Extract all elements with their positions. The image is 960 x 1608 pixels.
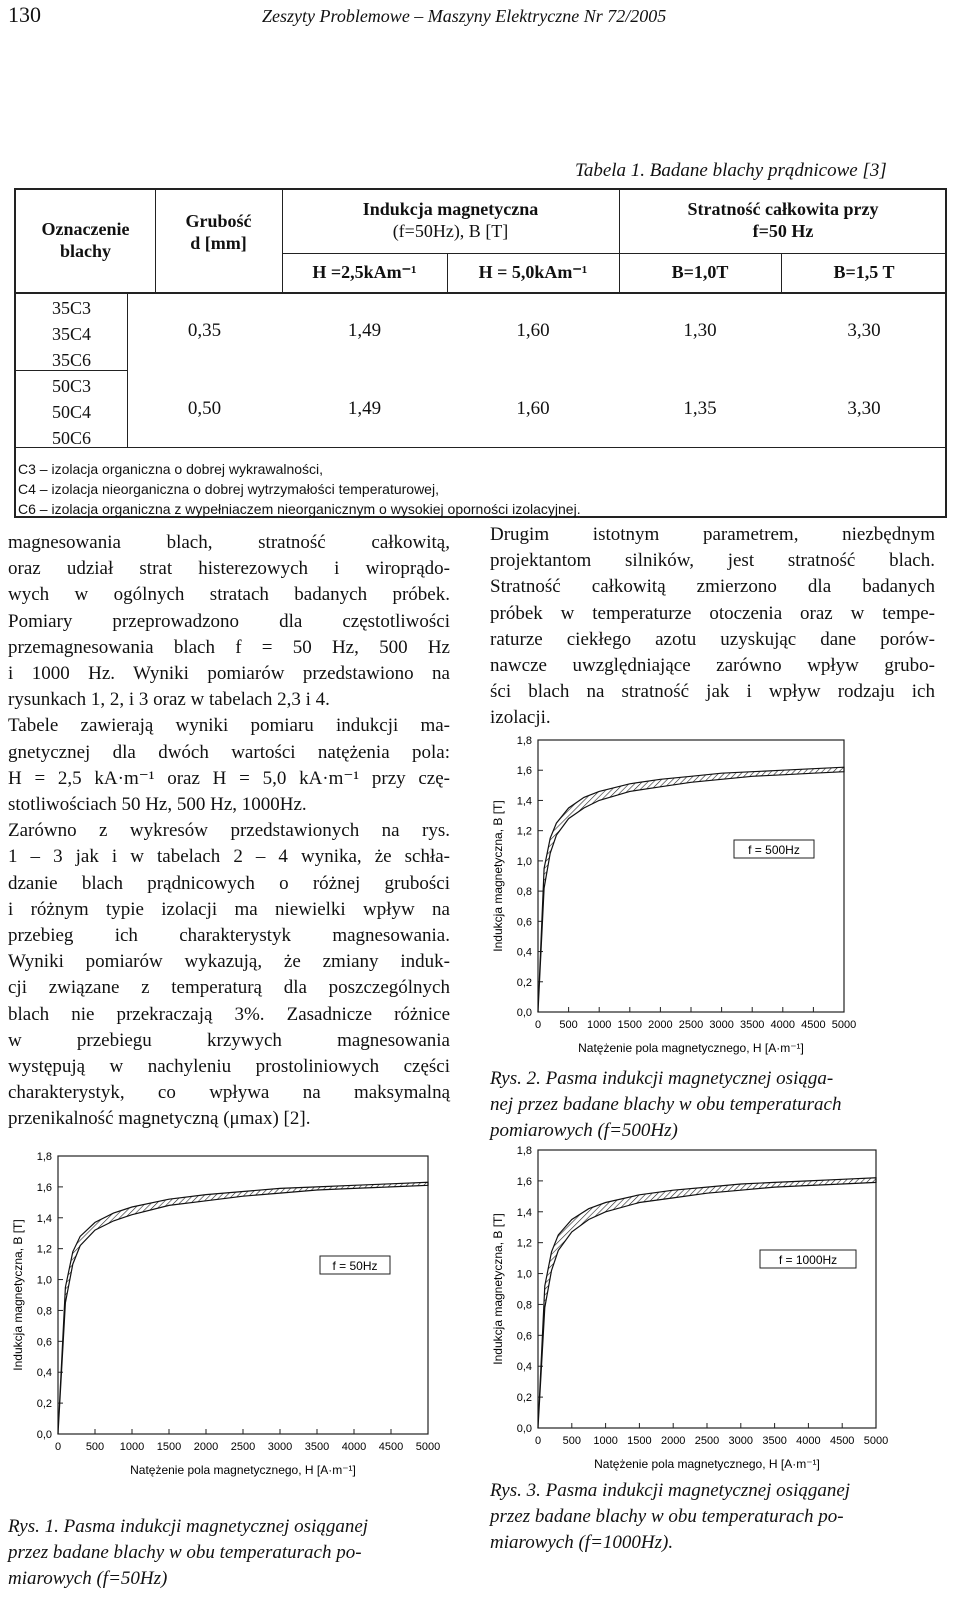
y-tick-label: 0,8 (516, 1299, 532, 1312)
y-tick-label: 0,2 (36, 1398, 52, 1411)
x-tick-label: 3000 (728, 1435, 754, 1447)
y-tick-label: 0,2 (516, 976, 532, 989)
group2-ind2: 1,60 (516, 398, 550, 419)
y-tick-label: 1,6 (36, 1181, 52, 1194)
y-tick-label: 1,8 (516, 1145, 532, 1157)
h1-header: H =2,5kAm⁻¹ (312, 262, 417, 282)
x-tick-label: 5000 (831, 1019, 857, 1031)
x-tick-label: 4000 (796, 1435, 821, 1447)
b1-header: B=1,0T (671, 262, 729, 282)
chart-f1000 (488, 1142, 890, 1477)
y-tick-label: 1,0 (36, 1274, 52, 1287)
x-tick-label: 1500 (617, 1019, 643, 1031)
x-tick-label: 4500 (378, 1441, 404, 1453)
x-axis-label: Natężenie pola magnetycznego, H [A·m⁻¹] (578, 1041, 804, 1055)
group2-thickness: 0,50 (187, 398, 222, 419)
x-tick-label: 3500 (739, 1019, 765, 1031)
plot-frame (58, 1156, 428, 1434)
x-tick-label: 1500 (156, 1441, 182, 1453)
y-axis-label: Indukcja magnetyczna, B [T] (491, 800, 505, 952)
fig1-caption: Rys. 1. Pasma indukcji magnetycznej osiąganej przez badane blachy w obu temperaturach po- miarowych (f=50Hz) (8, 1516, 369, 1589)
y-tick-label: 0,6 (516, 1330, 532, 1343)
y-tick-label: 0,4 (516, 946, 532, 959)
x-tick-label: 1000 (593, 1435, 618, 1447)
y-tick-label: 1,8 (36, 1151, 52, 1163)
y-tick-label: 0,4 (516, 1361, 532, 1374)
x-tick-label: 4000 (770, 1019, 796, 1031)
y-tick-label: 1,4 (36, 1212, 52, 1225)
group2-loss2: 3,30 (847, 398, 881, 419)
annotation-label: f = 1000Hz (778, 1253, 838, 1267)
group1-ind2: 1,60 (516, 320, 550, 341)
x-tick-label: 2000 (193, 1441, 219, 1453)
table-caption: Tabela 1. Badane blachy prądnicowe [3] (575, 160, 887, 181)
x-tick-label: 0 (54, 1441, 62, 1453)
x-tick-label: 2000 (648, 1019, 673, 1031)
x-tick-label: 3500 (762, 1435, 787, 1447)
y-axis-label: Indukcja magnetyczna, B [T] (491, 1213, 505, 1365)
x-axis-label: Natężenie pola magnetycznego, H [A·m⁻¹] (594, 1457, 820, 1471)
y-tick-label: 1,2 (36, 1243, 52, 1256)
y-tick-label: 0,0 (36, 1429, 52, 1441)
x-tick-label: 2500 (694, 1435, 720, 1447)
x-tick-label: 3000 (267, 1441, 293, 1453)
y-tick-label: 1,0 (516, 855, 532, 868)
x-tick-label: 4500 (829, 1435, 855, 1447)
col-thickness-header: Grubość d [mm] (185, 211, 252, 253)
y-tick-label: 0,8 (36, 1305, 52, 1318)
col-induction-header: Indukcja magnetyczna (f=50Hz), B [T] (362, 199, 539, 241)
y-tick-label: 1,4 (516, 795, 532, 808)
x-tick-label: 0 (534, 1019, 542, 1031)
h2-header: H = 5,0kAm⁻¹ (478, 262, 588, 282)
group1-thickness: 0,35 (187, 320, 222, 341)
y-tick-label: 1,6 (516, 1175, 532, 1188)
x-tick-label: 2500 (678, 1019, 704, 1031)
chart-f50 (8, 1148, 448, 1483)
y-tick-label: 1,4 (516, 1206, 532, 1219)
y-tick-label: 0,6 (516, 916, 532, 929)
page-number: 130 (8, 2, 41, 27)
group1-loss1: 1,30 (683, 320, 717, 341)
x-tick-label: 3000 (709, 1019, 734, 1031)
table-notes: C3 – izolacja organiczna o dobrej wykrawalności, C4 – izolacja nieorganiczna o dobrej wytrzymałości temperaturowej, C6 – izolacja organiczna z wypełniaczem nieorganicznym o wysokiej oporności izolacyjnej. (18, 461, 581, 517)
y-tick-label: 1,6 (516, 765, 532, 778)
x-tick-label: 1000 (586, 1019, 612, 1031)
col-designation-header: Oznaczenie blachy (41, 219, 130, 261)
y-tick-label: 0,6 (36, 1336, 52, 1349)
journal-title: Zeszyty Problemowe – Maszyny Elektryczne Nr 72/2005 (262, 6, 667, 26)
b2-header: B=1,5 T (833, 262, 895, 282)
x-tick-label: 500 (562, 1435, 581, 1447)
x-tick-label: 3500 (304, 1441, 330, 1453)
annotation-label: f = 50Hz (332, 1259, 378, 1273)
y-tick-label: 1,2 (516, 825, 532, 838)
x-tick-label: 5000 (415, 1441, 441, 1453)
y-tick-label: 0,0 (516, 1007, 532, 1019)
group1-names: 35C3 35C4 35C6 (51, 298, 91, 370)
fig2-caption: Rys. 2. Pasma indukcji magnetycznej osiąga- nej przez badane blachy w obu temperaturach pomiarowych (f=500Hz) (490, 1068, 842, 1141)
x-tick-label: 0 (534, 1435, 542, 1447)
group2-loss1: 1,35 (683, 398, 717, 419)
x-axis-label: Natężenie pola magnetycznego, H [A·m⁻¹] (130, 1463, 356, 1477)
x-tick-label: 4000 (341, 1441, 367, 1453)
group2-ind1: 1,49 (347, 398, 382, 419)
annotation-label: f = 500Hz (748, 843, 800, 857)
col-loss-header: Stratność całkowita przy f=50 Hz (687, 199, 879, 241)
x-tick-label: 2500 (230, 1441, 256, 1453)
group1-ind1: 1,49 (347, 320, 382, 341)
x-tick-label: 500 (559, 1019, 578, 1031)
y-tick-label: 0,2 (516, 1392, 532, 1405)
x-tick-label: 2000 (660, 1435, 686, 1447)
chart-f500 (488, 732, 860, 1062)
y-tick-label: 1,2 (516, 1237, 532, 1250)
y-tick-label: 0,0 (516, 1423, 532, 1435)
y-tick-label: 1,0 (516, 1268, 532, 1281)
group2-names: 50C3 50C4 50C6 (51, 376, 91, 448)
y-tick-label: 0,4 (36, 1367, 52, 1380)
right-column-text: Drugim istotnym parametrem, niezbędnym projektantom silników, jest stratność blach. Stratność całkowitą zmierzono dla badanych próbek w temperaturze otoczenia oraz w tempe- raturze ciekłego azotu uzyskując dane porów- nawcze uwzględniające zarówno wpływ grubo- ści blach na stratność jak i wpływ rodzaju ich izolacji. (490, 524, 935, 729)
x-tick-label: 4500 (801, 1019, 826, 1031)
x-tick-label: 5000 (863, 1435, 889, 1447)
left-column-text: magnesowania blach, stratność całkowitą, oraz udział strat histerezowych i wiroprądo- wych w ogólnych stratach badanych próbek. Pomiary przeprowadzono dla częstotliwości przemagnesowania blach f = 50 Hz, 500 Hz i 1000 Hz. Wyniki pomiarów przedstawiono na rysunkach 1, 2, i 3 oraz w tabelach 2,3 i 4. Tabele zawierają wyniki pomiaru indukcji ma- gnetycznej dla dwóch wartości natężenia pola: H = 2,5 kA·m⁻¹ oraz H = 5,0 kA·m⁻¹ przy czę- stotliwościach 50 Hz, 500 Hz, 1000Hz. Zarówno z wykresów przedstawionych na rys. 1 – 3 jak i w tabelach 2 – 4 wynika, że schła- dzanie blach prądnicowych o różnej grubości i różnym typie izolacji ma niewielki wpływ na przebieg ich charakterystyk magnesowania. Wyniki pomiarów wykazują, że zmiany induk- cji związane z temperaturą dla poszczególnych blach nie przekraczają 3%. Zasadnicze różnice w przebiegu krzywych magnesowania występują w nachyleniu prostoliniowych części charakterystyk, co wpływa na maksymalną przenikalność magnetyczną (μmax) [2]. (8, 532, 450, 1130)
y-tick-label: 0,8 (516, 886, 532, 899)
y-axis-label: Indukcja magnetyczna, B [T] (11, 1219, 25, 1371)
y-tick-label: 1,8 (516, 735, 532, 747)
x-tick-label: 500 (85, 1441, 105, 1453)
fig3-caption: Rys. 3. Pasma indukcji magnetycznej osiąganej przez badane blachy w obu temperaturach po- miarowych (f=1000Hz). (490, 1480, 851, 1553)
group1-loss2: 3,30 (847, 320, 881, 341)
x-tick-label: 1000 (119, 1441, 145, 1453)
x-tick-label: 1500 (627, 1435, 652, 1447)
